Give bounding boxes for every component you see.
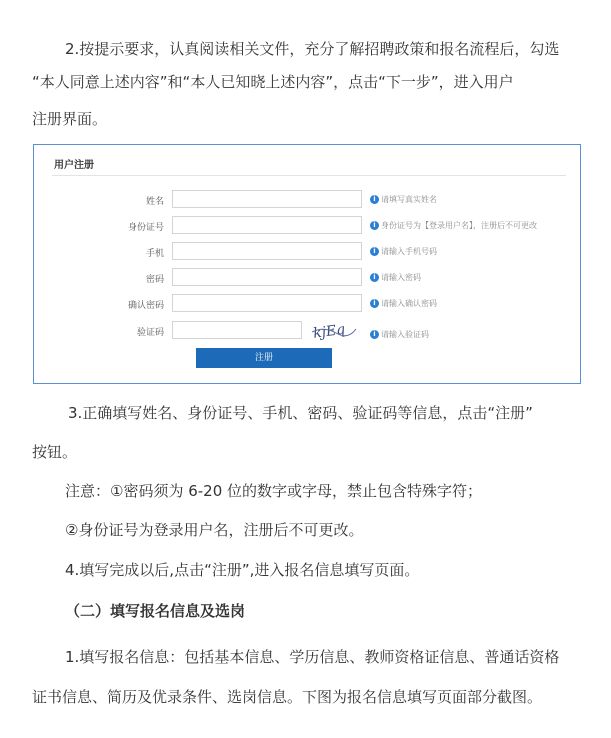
para-1-line-3: 注册界面。 [32, 110, 108, 128]
password-label: 密码 [145, 275, 164, 285]
confirm-password-input[interactable] [172, 294, 362, 312]
para-3: 4.填写完成以后,点击“注册”,进入报名信息填写页面。 [65, 561, 420, 579]
info-circle-icon: i [370, 247, 379, 256]
section-heading: （二）填写报名信息及选岗 [65, 602, 246, 620]
name-input[interactable] [172, 190, 362, 208]
captcha-hint-text: 请输入验证码 [381, 330, 429, 339]
captcha-hint [370, 329, 429, 340]
phone-input[interactable] [172, 242, 362, 260]
phone-hint-text: 请输入手机号码 [381, 247, 437, 256]
register-form-screenshot [33, 144, 581, 384]
info-circle-icon: i [370, 299, 379, 308]
name-hint-text: 请填写真实姓名 [381, 195, 437, 204]
confirm-password-hint-text: 请输入确认密码 [381, 299, 437, 308]
id-hint [370, 220, 537, 231]
para-2-line-2: 按钮。 [32, 443, 78, 461]
note-2: ②身份证号为登录用户名，注册后不可更改。 [65, 521, 364, 539]
name-label: 姓名 [145, 197, 164, 207]
register-button[interactable]: 注册 [196, 348, 332, 368]
para-1-line-1: 2.按提示要求，认真阅读相关文件，充分了解招聘政策和报名流程后，勾选 [65, 40, 560, 58]
info-circle-icon: i [370, 195, 379, 204]
confirm-password-hint [370, 298, 437, 309]
form-title: 用户注册 [54, 160, 94, 171]
captcha-label: 验证码 [136, 328, 164, 338]
note-1: 注意：①密码须为 6-20 位的数字或字母，禁止包含特殊字符； [65, 482, 483, 500]
confirm-password-row [34, 294, 582, 314]
phone-label: 手机 [145, 249, 164, 259]
password-input[interactable] [172, 268, 362, 286]
password-row [34, 268, 582, 288]
form-divider [52, 175, 566, 176]
name-hint [370, 194, 437, 205]
phone-hint [370, 246, 437, 257]
password-hint-text: 请输入密码 [381, 273, 421, 282]
phone-row [34, 242, 582, 262]
para-4-line-1: 1.填写报名信息：包括基本信息、学历信息、教师资格证信息、普通话资格 [65, 648, 560, 666]
id-hint-text: 身份证号为【登录用户名】，注册后不可更改 [381, 221, 537, 230]
info-circle-icon: i [370, 273, 379, 282]
id-label: 身份证号 [127, 223, 164, 233]
id-row [34, 216, 582, 236]
para-2-line-1: 3.正确填写姓名、身份证号、手机、密码、验证码等信息，点击“注册” [68, 404, 533, 422]
info-circle-icon: i [370, 330, 379, 339]
para-1-line-2: “本人同意上述内容”和“本人已知晓上述内容”，点击“下一步”，进入用户 [32, 73, 514, 91]
info-circle-icon: i [370, 221, 379, 230]
svg-text:kjEq: kjEq [312, 321, 347, 342]
name-row [34, 190, 582, 210]
id-number-input[interactable] [172, 216, 362, 234]
captcha-input[interactable] [172, 321, 302, 339]
para-4-line-2: 证书信息、简历及优录条件、选岗信息。下图为报名信息填写页面部分截图。 [32, 688, 543, 706]
confirm-password-label: 确认密码 [127, 301, 164, 311]
password-hint [370, 272, 421, 283]
captcha-image[interactable] [310, 317, 358, 343]
captcha-row [34, 321, 582, 341]
